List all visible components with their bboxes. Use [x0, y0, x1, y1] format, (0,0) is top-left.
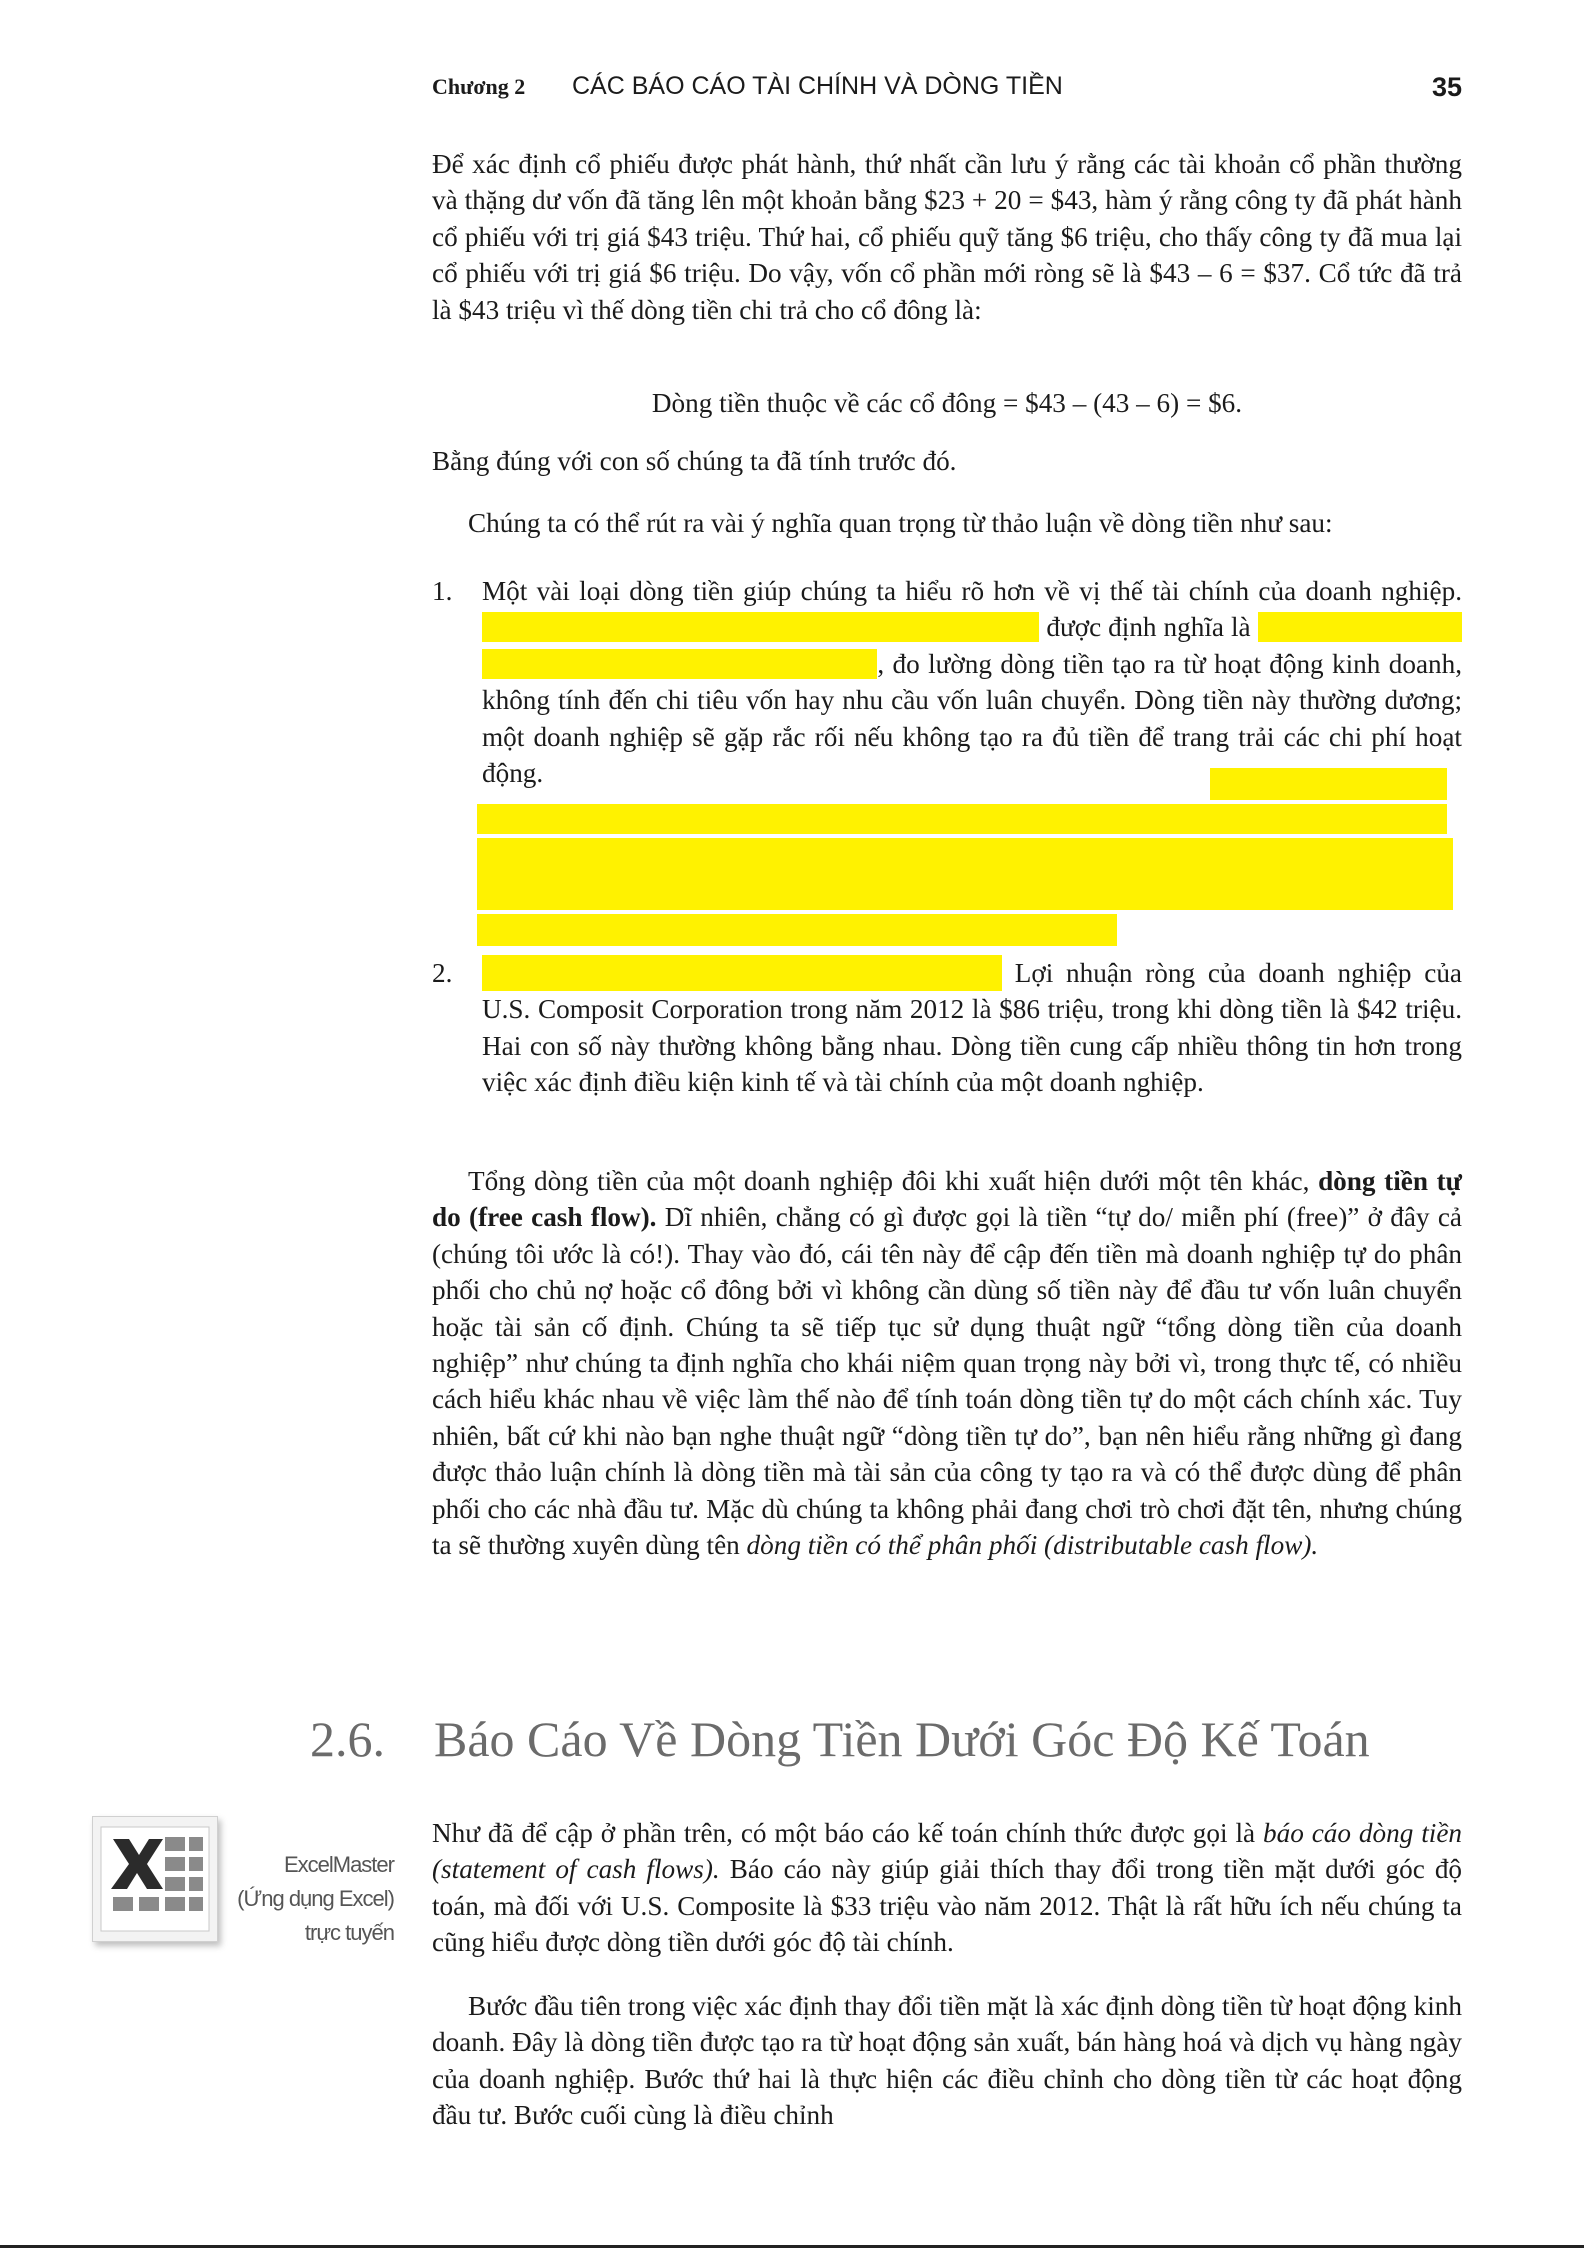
term-distributable-cash-flow: dòng tiền có thể phân phối (distributable cash flow). — [746, 1530, 1319, 1561]
paragraph-text: Để xác định cổ phiếu được phát hành, thứ nhất cần lưu ý rằng các tài khoản cổ phần thường và thặng dư vốn đã tăng lên một khoản bằng $23 + 20 = $43, hàm ý rằng công ty đã phát hành cổ phiếu với trị giá $43 triệu. Thứ hai, cổ phiếu quỹ tăng $6 triệu, cho thấy công ty đã mua lại cổ phiếu với trị giá $6 triệu. Do vậy, vốn cổ phần mới ròng sẽ là $43 – 6 = $37. Cổ tức đã trả là $43 triệu vì thế dòng tiền chi trả cho cổ đông là: — [432, 149, 1462, 325]
paragraph-text — [432, 1163, 1462, 1563]
list-item — [432, 573, 1462, 791]
paragraph-text: Chúng ta có thể rút ra vài ý nghĩa quan trọng từ thảo luận về dòng tiền như sau: — [468, 508, 1333, 538]
list-item-text: được định nghĩa là — [1046, 612, 1251, 643]
highlight-redaction — [1210, 768, 1447, 800]
list-item-text: , đo lường dòng tiền tạo ra từ hoạt động kinh doanh, không tính đến chi tiêu vốn hay nhu cầu vốn luân chuyển. Dòng tiền này thường dương; một doanh nghiệp sẽ gặp rắc rối nếu không tạo ra đủ tiền để trang trải các chi phí hoạt động. — [482, 648, 1462, 789]
list-item-text: Lợi nhuận ròng của doanh nghiệp của U.S. Composit Corporation trong năm 2012 là $86 triệu, trong khi dòng tiền là $42 triệu. Hai con số này thường không bằng nhau. Dòng tiền cung cấp nhiều thông tin hơn trong việc xác định điều kiện kinh tế và tài chính của một doanh nghiệp. — [482, 958, 1463, 1098]
section-heading — [310, 1710, 1470, 1780]
paragraph-statement-of-cash-flows — [432, 1815, 1462, 1961]
list-number: 2. — [432, 958, 453, 988]
list-item — [432, 955, 1462, 1101]
section-title: Báo Cáo Về Dòng Tiền Dưới Góc Độ Kế Toán — [434, 1711, 1370, 1767]
highlight-redaction — [482, 612, 1039, 642]
term-statement-of-cash-flows: báo cáo dòng tiền (statement of cash flows). — [432, 1818, 1462, 1885]
list-number: 1. — [432, 576, 453, 606]
paragraph-text-b: Báo cáo này giúp giải thích thay đổi trong tiền mặt dưới góc độ toán, mà đối với U.S. Composite là $33 triệu vào năm 2012. Thật là rất hữu ích nếu chúng ta cũng hiểu được dòng tiền dưới góc độ tài chính. — [432, 1854, 1463, 1958]
paragraph-text — [432, 1815, 1462, 1961]
excelmaster-sidebar — [80, 1808, 400, 1978]
sidebar-label: ExcelMaster — [283, 1852, 394, 1877]
sidebar-label: trực tuyến — [304, 1920, 394, 1945]
paragraph-steps — [432, 1988, 1462, 2134]
page-bottom-rule — [0, 2245, 1584, 2248]
highlight-redaction — [477, 838, 1453, 910]
paragraph-issued-stock — [432, 146, 1462, 328]
equation-cash-flow-stockholders: Dòng tiền thuộc về các cổ đông = $43 – (43 – 6) = $6. — [651, 388, 1243, 418]
list-item-body — [482, 955, 1462, 1101]
paragraph-text-a: Như đã để cập ở phần trên, có một báo cáo kế toán chính thức được gọi là — [432, 1818, 1264, 1848]
running-header — [432, 72, 1462, 112]
highlight-redaction — [477, 804, 1447, 834]
list-item-body — [482, 573, 1462, 791]
excel-icon — [92, 1816, 218, 1942]
chapter-title: CÁC BÁO CÁO TÀI CHÍNH VÀ DÒNG TIỀN — [572, 72, 1063, 100]
paragraph-text: Bước đầu tiên trong việc xác định thay đổi tiền mặt là xác định dòng tiền từ hoạt động kinh doanh. Đây là dòng tiền được tạo ra từ hoạt động sản xuất, bán hàng hoá và dịch vụ hàng ngày của doanh nghiệp. Bước thứ hai là thực hiện các điều chỉnh cho dòng tiền từ các hoạt động đầu tư. Bước cuối cùng là điều chỉnh — [432, 1991, 1462, 2131]
list-item-text: Một vài loại dòng tiền giúp chúng ta hiểu rõ hơn về vị thế tài chính của doanh nghiệp. — [482, 576, 1462, 606]
paragraph-text-rest: Dĩ nhiên, chẳng có gì được gọi là tiền “tự do/ miễn phí (free)” ở đây cả (chúng tôi ước là có!). Thay vào đó, cái tên này để cập đến tiền mà doanh nghiệp tự do phân phối cho chủ nợ hoặc cổ đông bởi vì không cần dùng số tiền này để đầu tư vốn luân chuyển hoặc tài sản cố định. Chúng ta sẽ tiếp tục sử dụng thuật ngữ “tổng dòng tiền của doanh nghiệp” như chúng ta định nghĩa cho khái niệm quan trọng này bởi vì, trong thực tế, có nhiều cách hiểu khác nhau về việc làm thế nào để tính toán dòng tiền tự do một cách chính xác. Tuy nhiên, bất cứ khi nào bạn nghe thuật ngữ “dòng tiền tự do”, bạn nên hiểu rằng những gì đang được thảo luận chính là dòng tiền mà tài sản của công ty tạo ra và có thể được dùng để phân phối cho các nhà đầu tư. Mặc dù chúng ta không phải đang chơi trò chơi đặt tên, nhưng chúng ta sẽ thường xuyên dùng tên — [432, 1202, 1462, 1561]
paragraph-text-lead: Tổng dòng tiền của một doanh nghiệp đôi khi xuất hiện dưới một tên khác, — [468, 1166, 1319, 1196]
term-free-cash-flow: dòng tiền tự do (free cash flow). — [432, 1166, 1462, 1233]
paragraph-free-cash-flow — [432, 1163, 1462, 1563]
paragraph-matches — [432, 443, 1462, 479]
section-number: 2.6. — [310, 1711, 385, 1767]
paragraph-text: Bằng đúng với con số chúng ta đã tính trước đó. — [432, 446, 957, 476]
chapter-label: Chương 2 — [432, 74, 526, 99]
sidebar-label: (Ứng dụng Excel) — [237, 1886, 394, 1911]
paragraph-implications-intro — [432, 505, 1462, 541]
highlight-redaction — [477, 914, 1117, 946]
highlight-redaction — [482, 955, 1002, 991]
page-number: 35 — [1431, 72, 1462, 102]
